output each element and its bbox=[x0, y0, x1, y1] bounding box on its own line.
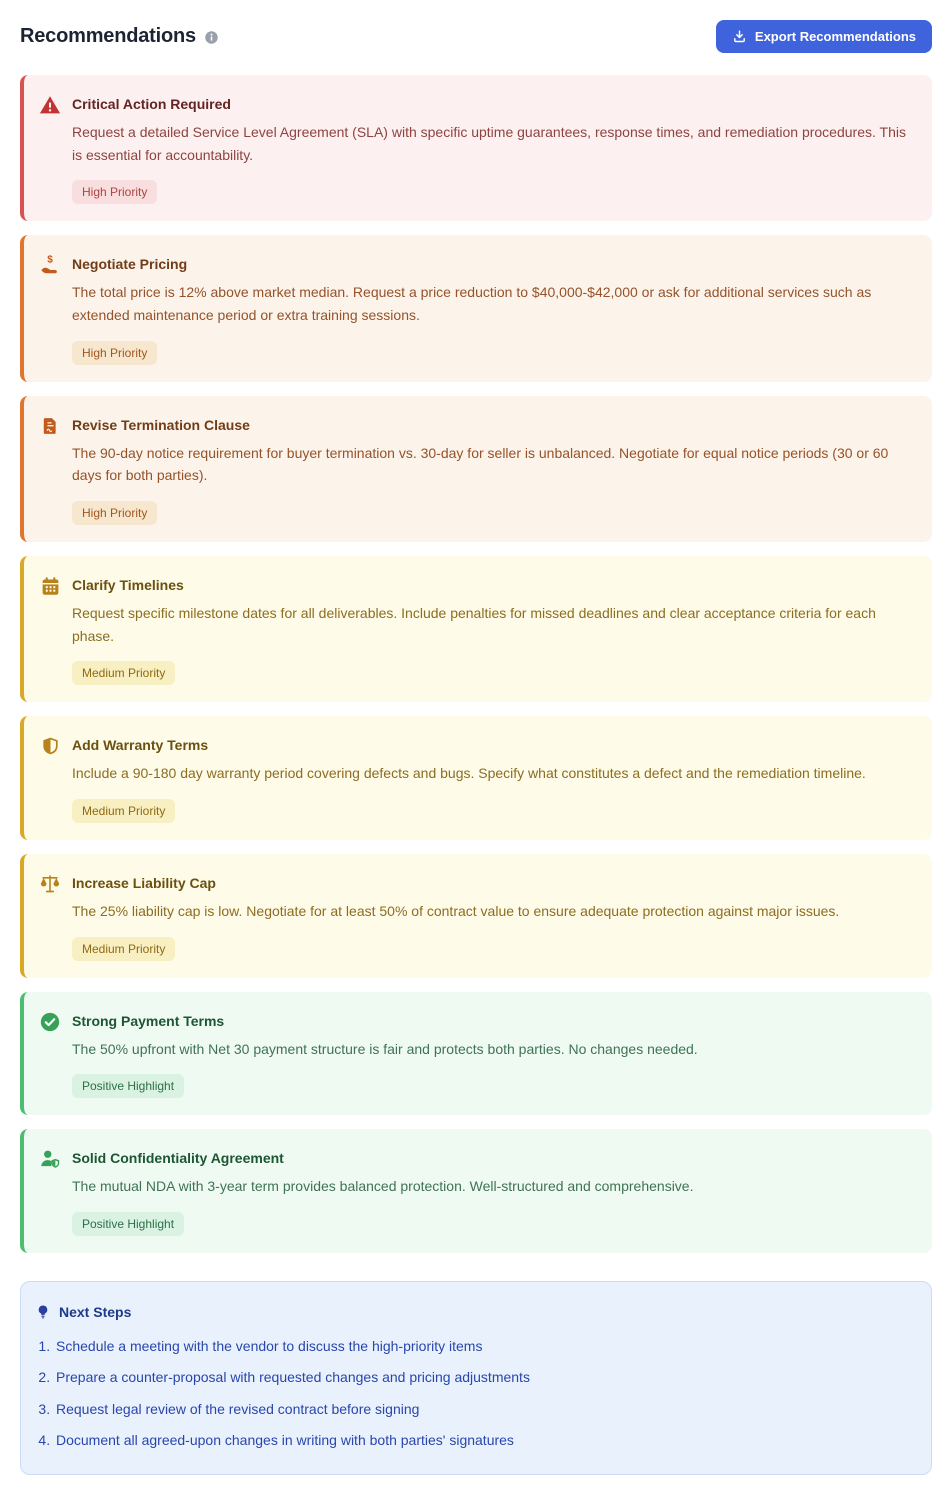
next-steps-title: Next Steps bbox=[59, 1304, 132, 1321]
recommendation-card-clarify-timelines bbox=[20, 556, 932, 702]
next-steps-list bbox=[35, 1336, 907, 1450]
page-title: Recommendations bbox=[20, 25, 196, 47]
info-icon[interactable] bbox=[204, 30, 219, 45]
card-description: Request a detailed Service Level Agreement (SLA) with specific uptime guarantees, response times, and remediation procedures. This is essential for accountability. bbox=[72, 124, 906, 163]
card-description: The 50% upfront with Net 30 payment structure is fair and protects both parties. No changes needed. bbox=[72, 1040, 698, 1057]
recommendation-card-revise-termination bbox=[20, 396, 932, 542]
card-description: The 25% liability cap is low. Negotiate for at least 50% of contract value to ensure adequate protection against major issues. bbox=[72, 903, 840, 920]
priority-badge: High Priority bbox=[72, 341, 157, 365]
priority-badge: High Priority bbox=[72, 180, 157, 204]
card-title: Critical Action Required bbox=[72, 96, 231, 112]
card-title: Negotiate Pricing bbox=[72, 256, 188, 273]
user-shield-icon bbox=[38, 1148, 62, 1236]
hand-holding-dollar-icon bbox=[38, 254, 62, 364]
card-title: Increase Liability Cap bbox=[72, 875, 216, 892]
next-step-item: 1. Schedule a meeting with the vendor to discuss the high-priority items bbox=[54, 1336, 907, 1356]
export-button-label: Export Recommendations bbox=[754, 29, 916, 44]
card-description: The total price is 12% above market median. Request a price reduction to $40,000-$42,000 or ask for additional services such as extended maintenance period or extra training sessions. bbox=[72, 284, 872, 324]
card-title: Revise Termination Clause bbox=[72, 416, 250, 433]
svg-text:$: $ bbox=[47, 254, 53, 266]
card-title: Solid Confidentiality Agreement bbox=[72, 1150, 284, 1167]
download-icon bbox=[732, 29, 747, 44]
next-steps-panel bbox=[20, 1281, 932, 1475]
alert-triangle-icon bbox=[38, 94, 62, 204]
lightbulb-icon bbox=[35, 1304, 51, 1320]
next-step-item: 4. Document all agreed-upon changes in writing with both parties' signatures bbox=[54, 1430, 907, 1450]
priority-badge: Positive Highlight bbox=[72, 1074, 184, 1098]
priority-badge: Positive Highlight bbox=[72, 1212, 184, 1236]
priority-badge: Medium Priority bbox=[72, 799, 175, 823]
card-description: The mutual NDA with 3-year term provides balanced protection. Well-structured and comprehensive. bbox=[72, 1178, 694, 1195]
card-title: Add Warranty Terms bbox=[72, 737, 209, 754]
recommendation-card-negotiate-pricing bbox=[20, 235, 932, 381]
export-recommendations-button[interactable] bbox=[716, 20, 932, 53]
priority-badge: High Priority bbox=[72, 501, 157, 525]
file-contract-icon bbox=[38, 415, 62, 525]
recommendation-card-liability-cap bbox=[20, 854, 932, 978]
card-description: Request specific milestone dates for all deliverables. Include penalties for missed deadlines and clear acceptance criteria for each phase. bbox=[72, 605, 876, 644]
card-title: Strong Payment Terms bbox=[72, 1012, 225, 1029]
next-step-item: 3. Request legal review of the revised contract before signing bbox=[54, 1399, 907, 1419]
recommendation-card-payment-terms bbox=[20, 992, 932, 1116]
recommendation-card-critical-action bbox=[20, 75, 932, 221]
calendar-icon bbox=[38, 575, 62, 685]
card-title: Clarify Timelines bbox=[72, 577, 184, 594]
priority-badge: Medium Priority bbox=[72, 661, 175, 685]
priority-badge: Medium Priority bbox=[72, 937, 175, 961]
card-description: The 90-day notice requirement for buyer termination vs. 30-day for seller is unbalanced. Negotiate for equal notice periods (30 or 60 days for both parties). bbox=[72, 444, 889, 484]
check-circle-icon bbox=[38, 1011, 62, 1099]
shield-icon bbox=[38, 735, 62, 823]
recommendation-card-confidentiality bbox=[20, 1129, 932, 1253]
scale-icon bbox=[38, 873, 62, 961]
card-description: Include a 90-180 day warranty period covering defects and bugs. Specify what constitutes a defect and the remediation timeline. bbox=[72, 765, 866, 782]
recommendation-card-add-warranty bbox=[20, 716, 932, 840]
next-step-item: 2. Prepare a counter-proposal with requested changes and pricing adjustments bbox=[54, 1367, 907, 1387]
page-header bbox=[20, 16, 932, 53]
